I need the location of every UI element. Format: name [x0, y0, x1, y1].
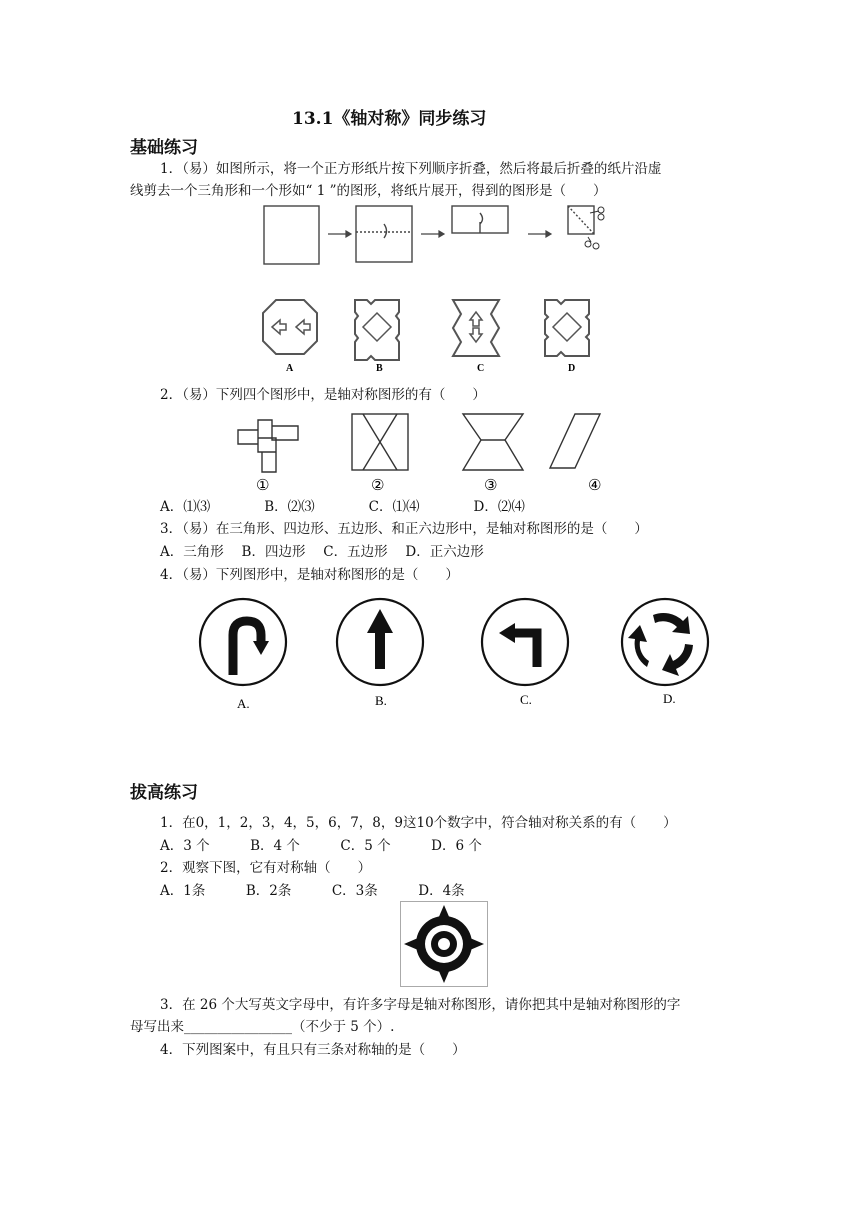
- a4-text: 4．下列图案中，有且只有三条对称轴的是（ ）: [160, 1042, 466, 1058]
- q3-choices: A．三角形 B．四边形 C．五边形 D．正六边形: [160, 544, 484, 560]
- a3-text-line2: 母写出来________________（不少于 5 个）.: [130, 1019, 395, 1035]
- a1-choices: A．3 个 B．4 个 C．5 个 D．6 个: [160, 838, 482, 854]
- q1-text-line1: 1．（易）如图所示，将一个正方形纸片按下列顺序折叠，然后将最后折叠的纸片沿虚: [160, 161, 662, 177]
- q3-text: 3．（易）在三角形、四边形、五边形、和正六边形中，是轴对称图形的是（ ）: [160, 521, 648, 537]
- q2-figure-label-3: ③: [484, 476, 498, 492]
- q4-text: 4．（易）下列图形中，是轴对称图形的是（ ）: [160, 567, 459, 583]
- q2-figure-label-1: ①: [256, 476, 270, 492]
- a2-emblem-figure: [400, 901, 488, 987]
- q4-option-label-c: C.: [520, 692, 532, 707]
- q1-option-label-b: B: [376, 363, 383, 374]
- q4-option-label-a: A.: [237, 696, 250, 711]
- q2-figure-label-4: ④: [588, 476, 602, 492]
- q2-figure-label-2: ②: [371, 476, 385, 492]
- q1-option-label-c: C: [477, 363, 485, 374]
- q2-text: 2．（易）下列四个图形中，是轴对称图形的有（ ）: [160, 387, 486, 403]
- a3-text-line1: 3．在 26 个大写英文字母中，有许多字母是轴对称图形，请你把其中是轴对称图形的字: [160, 997, 681, 1013]
- q2-figures: [232, 408, 622, 492]
- q1-folding-sequence-figure: [258, 200, 608, 272]
- q1-option-label-a: A: [286, 363, 294, 374]
- q4-option-label-b: B.: [375, 693, 387, 708]
- q4-traffic-signs: [195, 597, 720, 712]
- section-heading-basic: 基础练习: [130, 138, 198, 158]
- page-title: 13.1《轴对称》同步练习: [292, 109, 487, 129]
- q4-option-label-d: D.: [663, 691, 676, 706]
- q2-choices: A．⑴⑶ B．⑵⑶ C．⑴⑷ D．⑵⑷: [160, 499, 525, 515]
- q1-text-line2: 线剪去一个三角形和一个形如“ 1 ”的图形，将纸片展开，得到的图形是（ ）: [130, 183, 607, 199]
- a1-text: 1．在0，1，2，3，4，5，6，7，8，9这10个数字中，符合轴对称关系的有（ ）: [160, 815, 677, 831]
- a2-text: 2．观察下图，它有对称轴（ ）: [160, 860, 372, 876]
- section-heading-advanced: 拔高练习: [130, 783, 198, 803]
- q1-answer-options: [255, 294, 615, 376]
- q1-option-label-d: D: [568, 363, 576, 374]
- a2-choices: A．1条 B．2条 C．3条 D．4条: [160, 883, 465, 899]
